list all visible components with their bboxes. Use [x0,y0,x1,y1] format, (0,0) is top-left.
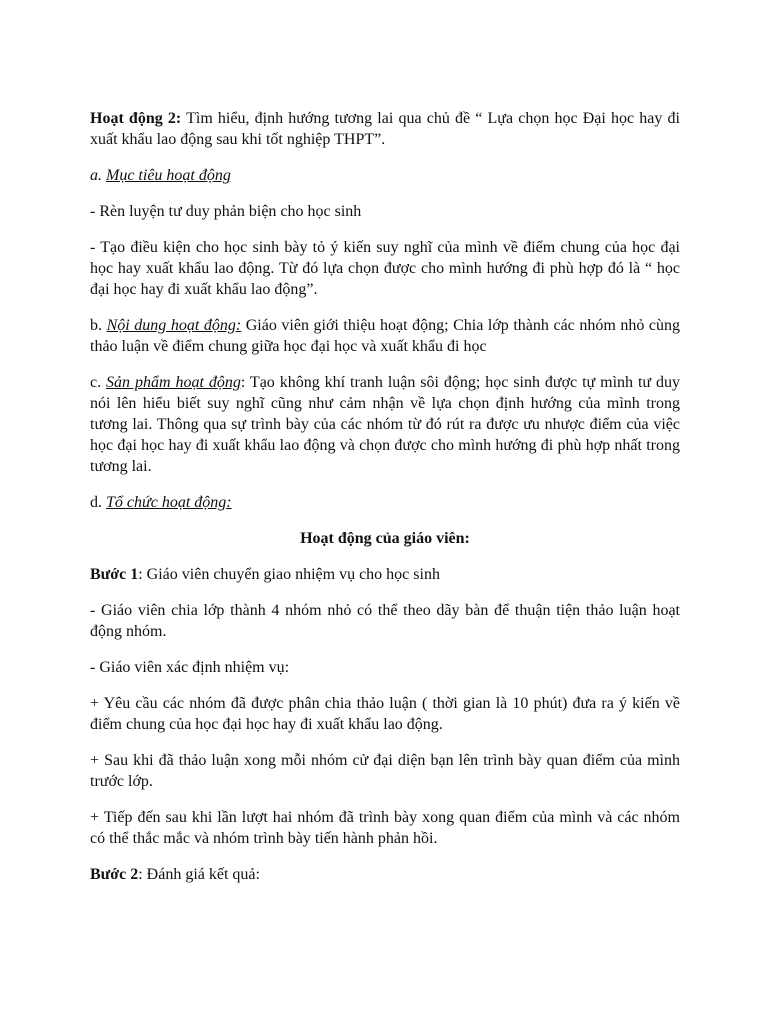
step-1-label: Bước 1 [90,566,139,583]
teacher-activity-heading: Hoạt động của giáo viên: [300,530,470,547]
section-b-paragraph [90,315,680,357]
section-d-heading [90,492,680,513]
section-c-text: : Tạo không khí tranh luận sôi động; học sinh được tự mình tư duy nói lên hiểu biết suy nghĩ cũng như cảm nhận về lựa chọn định hướng của mình trong tương lai. Thông qua sự trình bày của các nhóm từ đó rút ra được ưu nhược điểm của việc học đại học hay đi xuất khẩu lao động và chọn được cho mình hướng đi phù hợp nhất trong tương lai. [90,374,680,475]
step-1-paragraph [90,564,680,585]
objective-item-1: - Rèn luyện tư duy phản biện cho học sinh [90,203,362,220]
section-c-title: Sản phẩm hoạt động [106,374,241,391]
document-page [90,108,680,900]
step-1-item-2: - Giáo viên xác định nhiệm vụ: [90,659,290,676]
section-b-title: Nội dung hoạt động: [106,317,242,334]
step-1-item-1: - Giáo viên chia lớp thành 4 nhóm nhỏ có thể theo dãy bàn để thuận tiện thảo luận hoạt động nhóm. [90,602,680,640]
step-1-item-3: + Yêu cầu các nhóm đã được phân chia thảo luận ( thời gian là 10 phút) đưa ra ý kiến về điểm chung của học đại học hay đi xuất khẩu lao động. [90,695,680,733]
section-a-prefix: a. [90,167,106,184]
step-2-text: : Đánh giá kết quả: [138,866,260,883]
activity-label: Hoạt động 2: [90,110,182,127]
section-d-title: Tổ chức hoạt động: [106,494,232,511]
section-b-text: Giáo viên giới thiệu hoạt động; Chia lớp thành các nhóm nhỏ cùng thảo luận về điểm chung giữa học đại học và xuất khẩu đi học [90,317,681,355]
step-2-paragraph [90,864,680,885]
section-d-prefix: d. [90,494,106,511]
objective-item-2: - Tạo điều kiện cho học sinh bày tỏ ý kiến suy nghĩ của mình về điểm chung của học đại học hay xuất khẩu lao động. Từ đó lựa chọn được cho mình hướng đi phù hợp đó là “ học đại học hay đi xuất khẩu lao động”. [90,239,680,298]
activity-intro-text: Tìm hiểu, định hướng tương lai qua chủ đề “ Lựa chọn học Đại học hay đi xuất khẩu lao động sau khi tốt nghiệp THPT”. [90,110,680,148]
step-1-item-5: + Tiếp đến sau khi lần lượt hai nhóm đã trình bày xong quan điểm của mình và các nhóm có thể thắc mắc và nhóm trình bày tiến hành phản hồi. [90,809,680,847]
section-c-paragraph [90,372,680,477]
section-b-prefix: b. [90,317,107,334]
step-1-item-4: + Sau khi đã thảo luận xong mỗi nhóm cử đại diện bạn lên trình bày quan điểm của mình trước lớp. [90,752,680,790]
section-a-heading [90,165,680,186]
step-1-text: : Giáo viên chuyển giao nhiệm vụ cho học sinh [138,566,440,583]
activity-intro-paragraph [90,108,680,150]
section-c-prefix: c. [90,374,107,391]
step-2-label: Bước 2 [90,866,139,883]
section-a-title: Mục tiêu hoạt động [106,167,231,184]
